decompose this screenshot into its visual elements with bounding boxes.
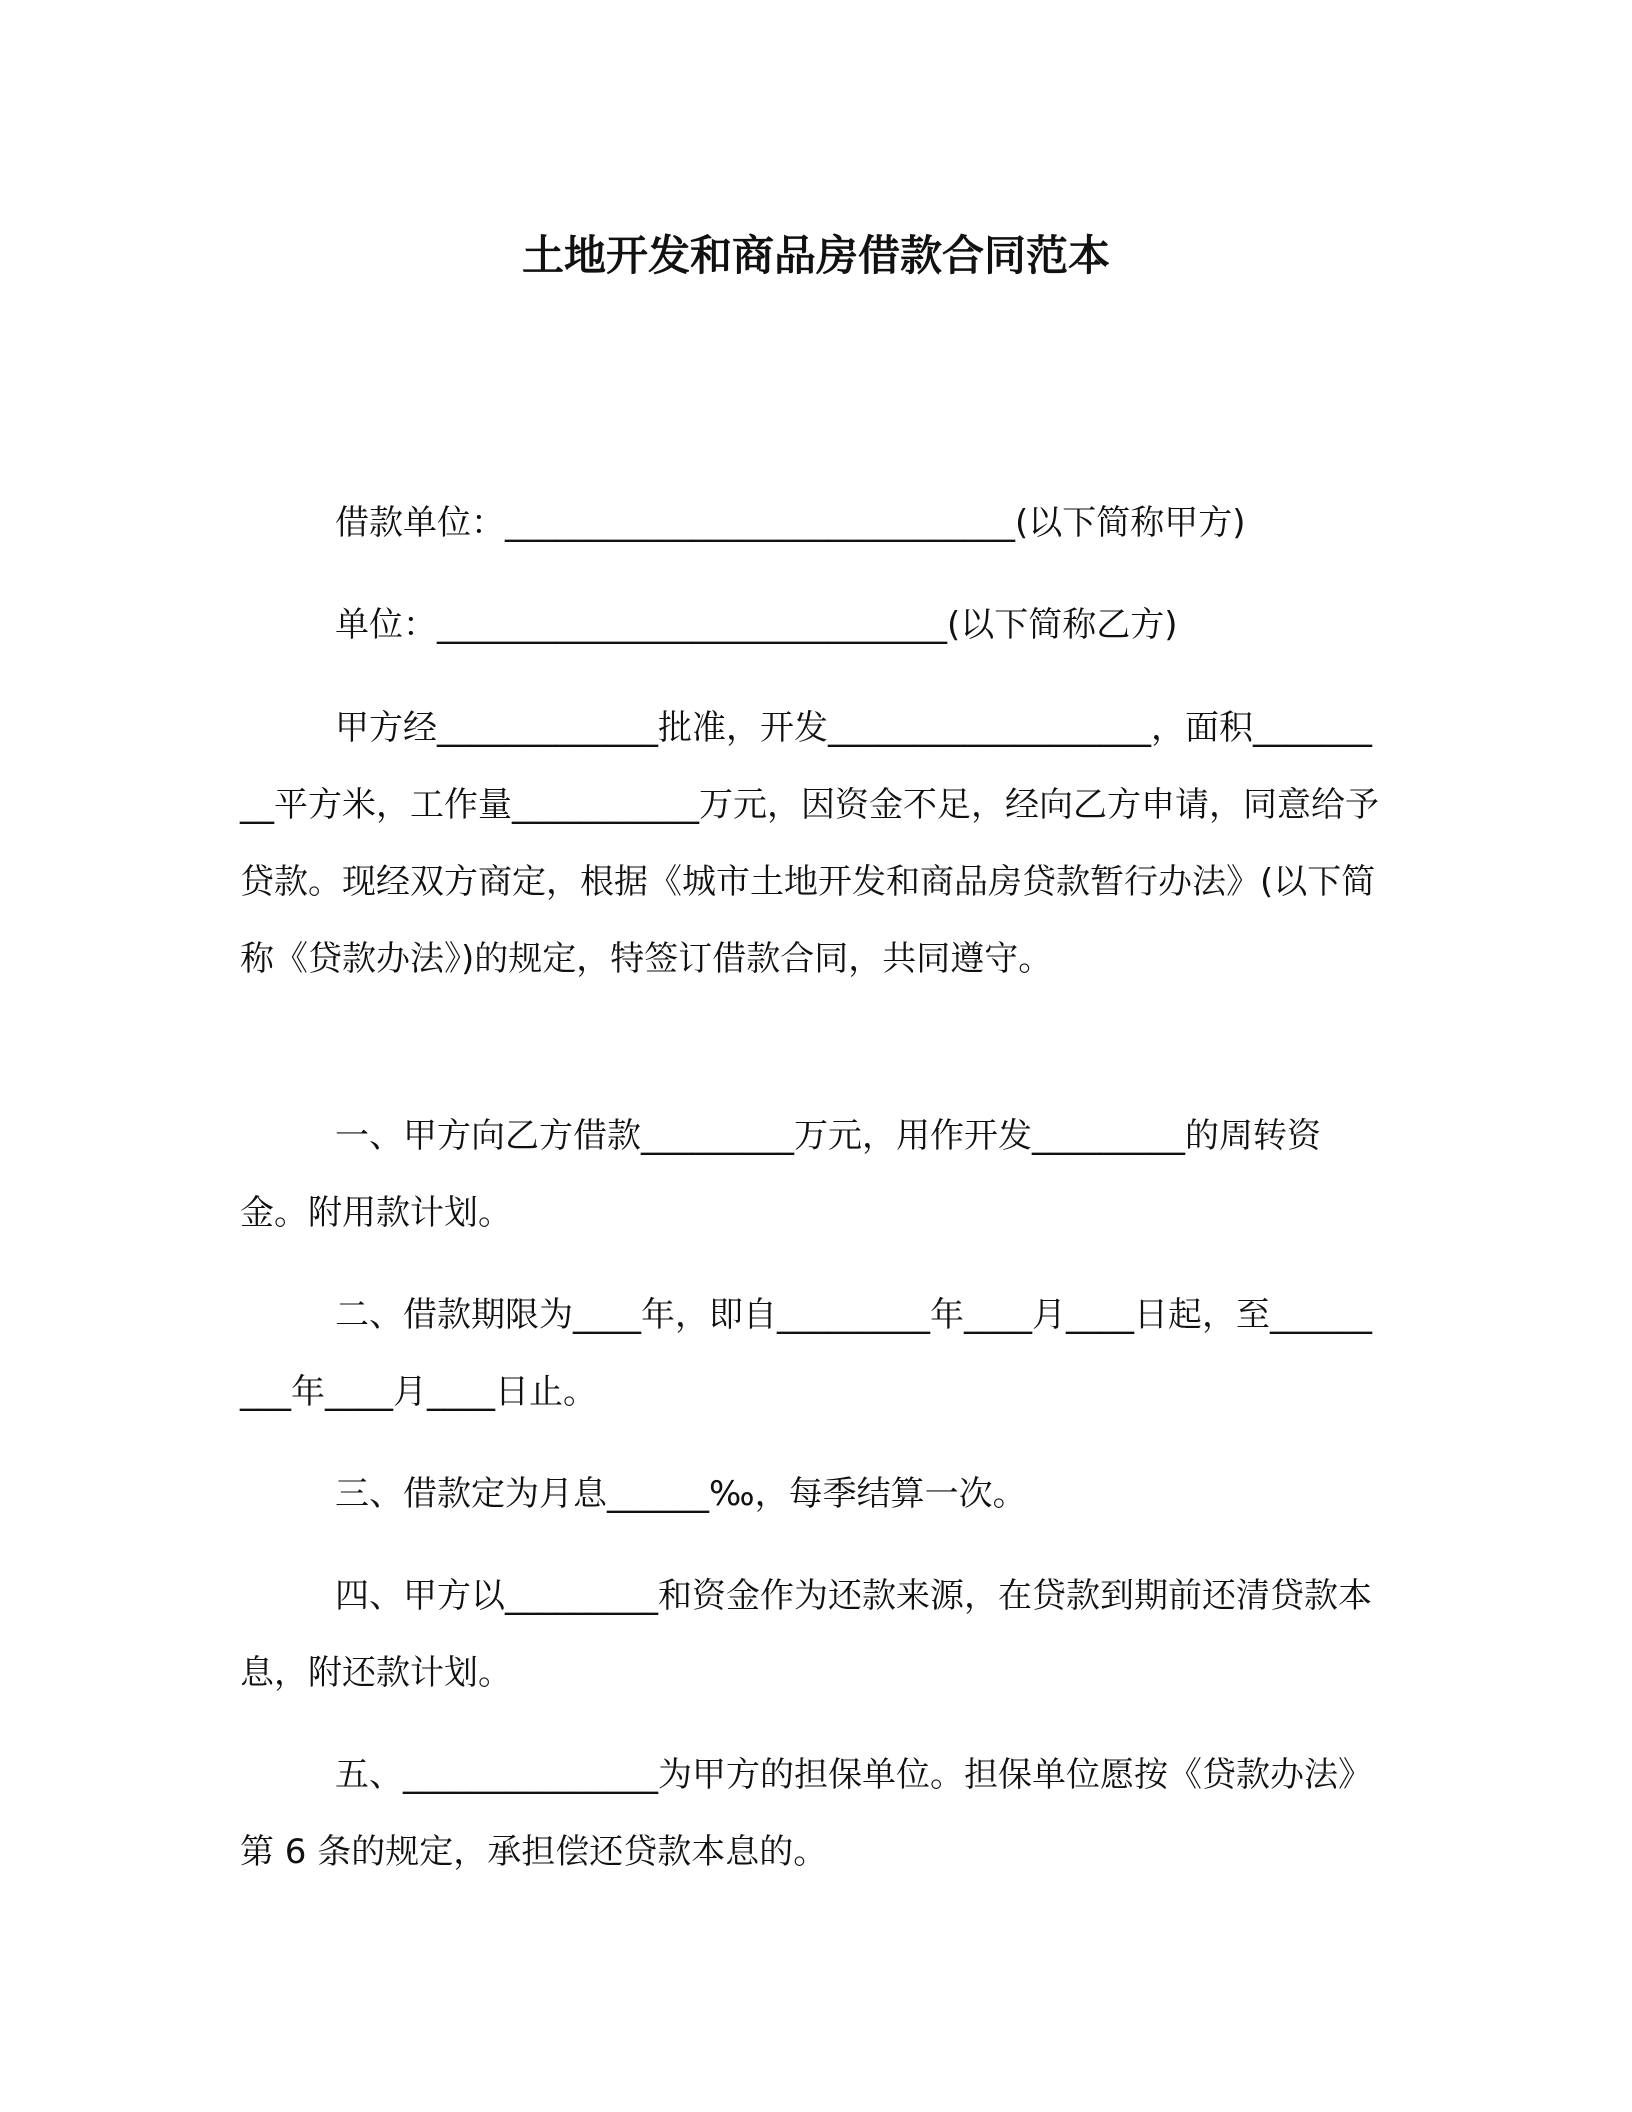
- clause-4: 四、甲方以_________和资金作为还款来源，在贷款到期前还清贷款本息，附还款计划。: [240, 1576, 1372, 1693]
- intro-paragraph: 甲方经_____________批准，开发___________________，面积_________平方米，工作量___________万元，因资金不足，经向乙方申请，同意给予贷款。现经双方商定，根据《城市土地开发和商品房贷款暂行办法》(以下简称《贷款办法》)的规定，特签订借款合同，共同遵守。: [240, 708, 1379, 979]
- document-title: 土地开发和商品房借款合同范本: [521, 231, 1110, 280]
- clause-1: 一、甲方向乙方借款_________万元，用作开发_________的周转资金。附用款计划。: [240, 1116, 1321, 1233]
- clause-3: 三、借款定为月息______‰，每季结算一次。: [335, 1474, 1027, 1514]
- lender-line: 单位：______________________________(以下简称乙方): [335, 605, 1178, 645]
- borrower-line: 借款单位：______________________________(以下简称甲方): [335, 503, 1246, 543]
- clause-5: 五、_______________为甲方的担保单位。担保单位愿按《贷款办法》第 6 条的规定，承担偿还贷款本息的。: [240, 1755, 1372, 1872]
- clause-2: 二、借款期限为____年，即自_________年____月____日起，至_________年____月____日止。: [240, 1295, 1372, 1412]
